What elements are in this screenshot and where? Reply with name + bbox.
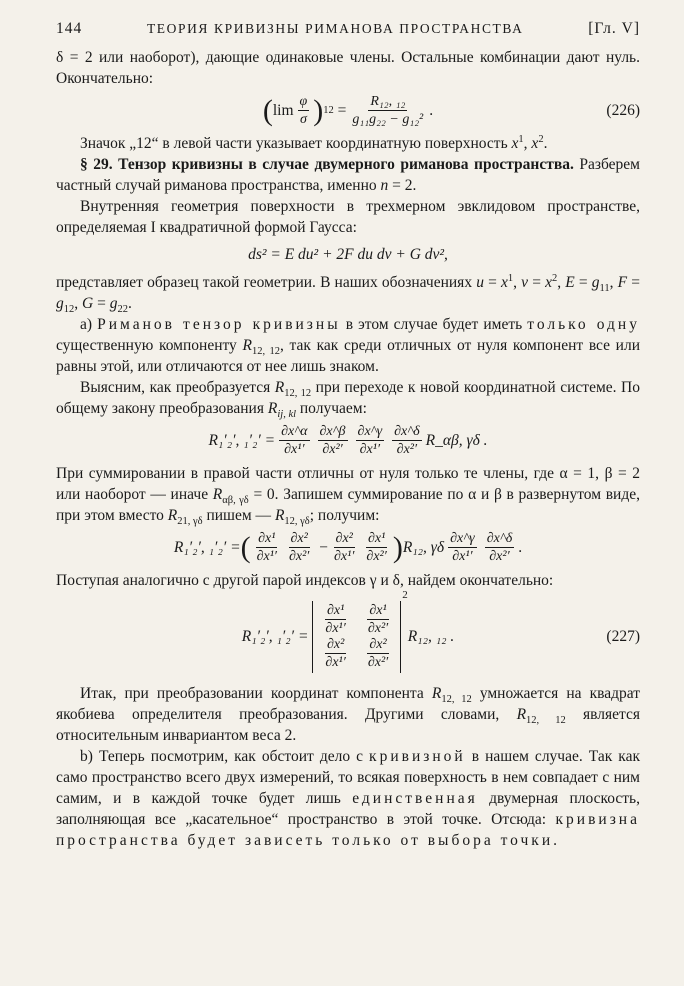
paragraph: Поступая аналогично с другой парой индексов γ и δ, найдем окончательно: [56,572,554,589]
equation-227: R₁′₂′, ₁′₂′ = $\frac{\text{∂x¹}}{\text{∂x¹′}}$ $\frac{\text{∂x¹}}{\text{∂x²′}}$ $\frac{\text{∂x²}}{\text{∂x¹′}}$ $\frac{\text{∂x²}}{\text{∂x²′}}$ 2 R₁₂, ₁₂ . (227) [56,593,640,681]
paragraph: При суммировании в правой части отличны от нуля только те члены, где α = 1, β = 2 или наоборот — иначе $R_{\alpha\beta, \gamma\delta} = 0$. Запишем суммирование по α и β в развернутом виде, при этом вместо $R_{21, \gamma\delta}$ пишем — $R_{12, \gamma\delta}$; получим: [56,465,640,528]
paragraph: b) Теперь посмотрим, как обстоит дело с кривизной в нашем случае. Так как само пространство всего двух измерений, то всякая поверхность в нем совпадает с ним самим, и в каждой точке будет лишь единственная двумерная плоскость, заполняющая все „касательное“ пространство в этой точке. Отсюда: кривизна пространства будет зависеть только от выбора точки. [56,748,641,849]
paragraph: представляет образец такой геометрии. В наших обозначениях $u = x^1$, $v = x^2$, $E = g_{11}$, $F = g_{12}$, $G = g_{22}$. [56,272,641,316]
equation-226: ( lim $\frac{\varphi}{\sigma}$ ) 12 = $\frac{\text{R₁₂, ₁₂}}{\text{g₁₁g₂₂ − g₁₂²}}$ . (226) [262,94,640,127]
running-title: ТЕОРИЯ КРИВИЗНЫ РИМАНОВА ПРОСТРАНСТВА [146,21,524,36]
paragraph: Внутренняя геометрия поверхности в трехмерном эвклидовом пространстве, определяемая I квадратичной формой Гаусса: [56,198,640,236]
paragraph: δ = 2 или наоборот), дающие одинаковые члены. Остальные комбинации дают нуль. Окончательно: [56,49,640,87]
paragraph: Выясним, как преобразуется $R_{12, 12}$ при переходе к новой координатной системе. По общему закону преобразования $R_{ij, kl}$ получаем: [56,379,640,421]
equation-expanded: R₁′₂′, ₁′₂′ = ( $\frac{\text{∂x¹}}{\text{∂x¹′}}$ $\frac{\text{∂x²}}{\text{∂x²′}}$ − $\frac{\text{∂x²}}{\text{∂x¹′}}$ $\frac{\text{∂x¹}}{\text{∂x²′}}$ ) R₁₂, γδ $\frac{\partial x\^{}\gamma}{\text{∂x¹′}}$ $\frac{\partial x\^{}\delta}{\text{∂x²′}}$ . [173,531,523,564]
equation-number: (226) [606,102,640,119]
chapter-ref: [Гл. V] [588,20,640,37]
equation-number: (227) [606,628,640,645]
equation-transform: R₁′₂′, ₁′₂′ = $\frac{\partial x\^{}\alpha}{\text{∂x¹′}}$ $\frac{\partial x\^{}\beta}{\text{∂x²′}}$ $\frac{\partial x\^{}\gamma}{\text{∂x¹′}}$ $\frac{\partial x\^{}\delta}{\text{∂x²′}}$ R_αβ, γδ . [208,424,488,457]
section-heading: § 29. Тензор кривизны в случае двумерного риманова пространства. Разберем частный случай риманова пространства, именно n = 2. [56,156,640,194]
equation-gauss: ds² = E du² + 2F du dv + G dv², [248,246,448,263]
paragraph: Итак, при преобразовании координат компонента $R_{12, 12}$ умножается на квадрат якобиева определителя преобразования. Другими словами, $R_{12, 12}$ является относительным инвариантом веса 2. [56,685,641,744]
jacobian-determinant: $\frac{\text{∂x¹}}{\text{∂x¹′}}$ $\frac{\text{∂x¹}}{\text{∂x²′}}$ $\frac{\text{∂x²}}{\text{∂x¹′}}$ $\frac{\text{∂x²}}{\text{∂x²′}}$ [312,601,401,673]
paragraph: Значок „12“ в левой части указывает координатную поверхность $x^1$, $x^2$. [80,133,548,152]
running-header [56,20,640,38]
paragraph: a) Риманов тензор кривизны в этом случае будет иметь только одну существенную компоненту $R_{12, 12}$, так как среди отличных от нуля компонент все или равны этой, или отличаются от нее лишь знаком. [56,316,640,375]
page-number: 144 [56,20,83,37]
